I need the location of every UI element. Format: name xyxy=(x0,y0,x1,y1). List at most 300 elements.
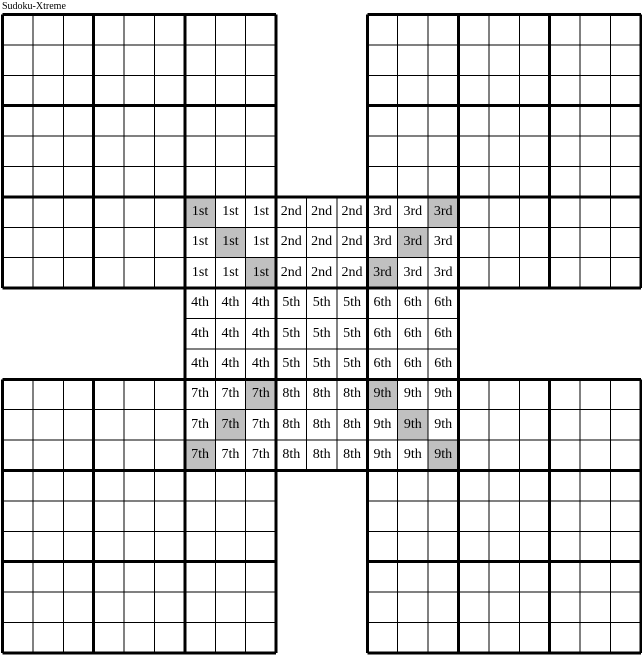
sudoku-cell[interactable]: 8th xyxy=(276,410,306,440)
sudoku-cell[interactable] xyxy=(458,197,488,227)
sudoku-cell[interactable] xyxy=(610,379,640,409)
sudoku-cell[interactable] xyxy=(367,45,397,75)
sudoku-cell[interactable] xyxy=(3,45,33,75)
sudoku-cell[interactable] xyxy=(246,136,276,166)
sudoku-cell[interactable]: 4th xyxy=(215,349,245,379)
sudoku-cell[interactable] xyxy=(367,592,397,622)
sudoku-cell[interactable] xyxy=(610,501,640,531)
sudoku-cell[interactable] xyxy=(94,45,124,75)
sudoku-cell[interactable] xyxy=(185,106,215,136)
sudoku-cell[interactable] xyxy=(428,45,458,75)
sudoku-cell[interactable]: 7th xyxy=(246,379,276,409)
sudoku-cell[interactable]: 2nd xyxy=(306,197,336,227)
sudoku-cell[interactable] xyxy=(610,197,640,227)
sudoku-cell[interactable] xyxy=(3,197,33,227)
sudoku-cell[interactable]: 4th xyxy=(185,318,215,348)
sudoku-cell[interactable]: 3rd xyxy=(367,258,397,288)
sudoku-cell[interactable] xyxy=(154,136,184,166)
sudoku-cell[interactable] xyxy=(610,258,640,288)
sudoku-cell[interactable] xyxy=(246,166,276,196)
sudoku-cell[interactable] xyxy=(580,531,610,561)
sudoku-cell[interactable] xyxy=(215,470,245,500)
sudoku-cell[interactable] xyxy=(398,136,428,166)
sudoku-cell[interactable] xyxy=(63,106,93,136)
sudoku-cell[interactable] xyxy=(367,531,397,561)
sudoku-cell[interactable] xyxy=(185,501,215,531)
sudoku-cell[interactable] xyxy=(94,470,124,500)
sudoku-cell[interactable] xyxy=(33,592,63,622)
sudoku-cell[interactable] xyxy=(154,45,184,75)
sudoku-cell[interactable] xyxy=(63,531,93,561)
sudoku-cell[interactable] xyxy=(185,531,215,561)
sudoku-cell[interactable] xyxy=(215,592,245,622)
sudoku-cell[interactable] xyxy=(124,45,154,75)
sudoku-cell[interactable]: 3rd xyxy=(428,197,458,227)
sudoku-cell[interactable] xyxy=(246,15,276,45)
sudoku-cell[interactable] xyxy=(33,379,63,409)
sudoku-cell[interactable] xyxy=(550,136,580,166)
sudoku-cell[interactable] xyxy=(215,166,245,196)
sudoku-cell[interactable] xyxy=(519,440,549,470)
sudoku-cell[interactable] xyxy=(610,75,640,105)
sudoku-cell[interactable] xyxy=(489,410,519,440)
sudoku-cell[interactable] xyxy=(154,227,184,257)
sudoku-cell[interactable]: 1st xyxy=(185,227,215,257)
sudoku-cell[interactable] xyxy=(33,45,63,75)
sudoku-cell[interactable] xyxy=(610,166,640,196)
sudoku-cell[interactable] xyxy=(3,227,33,257)
sudoku-cell[interactable]: 7th xyxy=(185,410,215,440)
sudoku-cell[interactable] xyxy=(124,501,154,531)
sudoku-cell[interactable] xyxy=(94,410,124,440)
sudoku-cell[interactable] xyxy=(580,440,610,470)
sudoku-cell[interactable] xyxy=(550,166,580,196)
sudoku-cell[interactable] xyxy=(489,227,519,257)
sudoku-cell[interactable]: 5th xyxy=(276,349,306,379)
sudoku-cell[interactable] xyxy=(458,15,488,45)
sudoku-cell[interactable] xyxy=(63,75,93,105)
sudoku-cell[interactable] xyxy=(458,106,488,136)
sudoku-cell[interactable] xyxy=(489,562,519,592)
sudoku-cell[interactable]: 3rd xyxy=(428,258,458,288)
sudoku-cell[interactable] xyxy=(580,258,610,288)
sudoku-cell[interactable]: 7th xyxy=(185,379,215,409)
sudoku-cell[interactable] xyxy=(550,227,580,257)
sudoku-cell[interactable] xyxy=(33,197,63,227)
sudoku-cell[interactable] xyxy=(185,622,215,652)
sudoku-cell[interactable] xyxy=(519,501,549,531)
sudoku-cell[interactable] xyxy=(398,501,428,531)
sudoku-cell[interactable] xyxy=(3,15,33,45)
sudoku-cell[interactable] xyxy=(124,136,154,166)
sudoku-cell[interactable] xyxy=(246,592,276,622)
sudoku-cell[interactable] xyxy=(124,166,154,196)
sudoku-cell[interactable] xyxy=(519,379,549,409)
sudoku-cell[interactable] xyxy=(185,136,215,166)
sudoku-cell[interactable] xyxy=(154,197,184,227)
sudoku-cell[interactable] xyxy=(94,136,124,166)
sudoku-cell[interactable] xyxy=(428,106,458,136)
sudoku-cell[interactable] xyxy=(519,622,549,652)
sudoku-cell[interactable] xyxy=(154,470,184,500)
sudoku-cell[interactable] xyxy=(33,75,63,105)
sudoku-cell[interactable]: 2nd xyxy=(306,258,336,288)
sudoku-cell[interactable] xyxy=(154,258,184,288)
sudoku-cell[interactable] xyxy=(610,410,640,440)
sudoku-cell[interactable] xyxy=(550,45,580,75)
sudoku-cell[interactable] xyxy=(94,227,124,257)
sudoku-cell[interactable]: 6th xyxy=(367,288,397,318)
sudoku-cell[interactable] xyxy=(215,15,245,45)
sudoku-cell[interactable]: 2nd xyxy=(337,227,367,257)
sudoku-cell[interactable] xyxy=(489,15,519,45)
sudoku-cell[interactable]: 5th xyxy=(306,349,336,379)
sudoku-cell[interactable] xyxy=(428,166,458,196)
sudoku-cell[interactable] xyxy=(489,531,519,561)
sudoku-cell[interactable]: 9th xyxy=(398,410,428,440)
sudoku-cell[interactable] xyxy=(246,622,276,652)
sudoku-cell[interactable]: 7th xyxy=(215,379,245,409)
sudoku-cell[interactable] xyxy=(3,592,33,622)
sudoku-cell[interactable] xyxy=(489,622,519,652)
sudoku-cell[interactable] xyxy=(63,136,93,166)
sudoku-cell[interactable]: 9th xyxy=(428,410,458,440)
sudoku-cell[interactable]: 4th xyxy=(185,288,215,318)
sudoku-cell[interactable] xyxy=(3,562,33,592)
sudoku-cell[interactable] xyxy=(519,106,549,136)
sudoku-cell[interactable] xyxy=(215,45,245,75)
sudoku-cell[interactable]: 2nd xyxy=(276,227,306,257)
sudoku-cell[interactable] xyxy=(458,227,488,257)
sudoku-cell[interactable]: 2nd xyxy=(276,258,306,288)
sudoku-cell[interactable] xyxy=(185,166,215,196)
sudoku-cell[interactable] xyxy=(185,592,215,622)
sudoku-cell[interactable]: 3rd xyxy=(398,227,428,257)
sudoku-cell[interactable] xyxy=(367,106,397,136)
sudoku-cell[interactable] xyxy=(398,45,428,75)
sudoku-cell[interactable] xyxy=(398,470,428,500)
sudoku-cell[interactable]: 5th xyxy=(276,288,306,318)
sudoku-cell[interactable] xyxy=(610,136,640,166)
sudoku-cell[interactable] xyxy=(519,227,549,257)
sudoku-cell[interactable] xyxy=(3,258,33,288)
sudoku-cell[interactable] xyxy=(3,379,33,409)
sudoku-cell[interactable]: 9th xyxy=(367,410,397,440)
sudoku-cell[interactable] xyxy=(124,440,154,470)
sudoku-cell[interactable] xyxy=(154,531,184,561)
sudoku-cell[interactable]: 6th xyxy=(428,318,458,348)
sudoku-cell[interactable]: 2nd xyxy=(276,197,306,227)
sudoku-cell[interactable] xyxy=(489,258,519,288)
sudoku-cell[interactable] xyxy=(428,501,458,531)
sudoku-cell[interactable]: 4th xyxy=(185,349,215,379)
sudoku-cell[interactable] xyxy=(458,622,488,652)
sudoku-cell[interactable]: 7th xyxy=(185,440,215,470)
sudoku-cell[interactable] xyxy=(154,562,184,592)
sudoku-cell[interactable] xyxy=(519,470,549,500)
sudoku-cell[interactable] xyxy=(124,410,154,440)
sudoku-cell[interactable] xyxy=(550,440,580,470)
sudoku-cell[interactable]: 4th xyxy=(215,288,245,318)
sudoku-cell[interactable] xyxy=(367,622,397,652)
sudoku-cell[interactable] xyxy=(398,106,428,136)
sudoku-cell[interactable]: 6th xyxy=(428,288,458,318)
sudoku-cell[interactable] xyxy=(3,136,33,166)
sudoku-cell[interactable] xyxy=(94,592,124,622)
sudoku-cell[interactable] xyxy=(94,622,124,652)
sudoku-cell[interactable] xyxy=(94,75,124,105)
sudoku-cell[interactable] xyxy=(154,106,184,136)
sudoku-cell[interactable]: 2nd xyxy=(337,258,367,288)
sudoku-cell[interactable] xyxy=(185,15,215,45)
sudoku-cell[interactable] xyxy=(124,592,154,622)
sudoku-cell[interactable] xyxy=(398,531,428,561)
sudoku-cell[interactable] xyxy=(398,562,428,592)
sudoku-cell[interactable] xyxy=(124,470,154,500)
sudoku-cell[interactable] xyxy=(185,75,215,105)
sudoku-cell[interactable] xyxy=(63,227,93,257)
sudoku-cell[interactable]: 1st xyxy=(246,197,276,227)
sudoku-cell[interactable] xyxy=(550,562,580,592)
sudoku-cell[interactable] xyxy=(33,227,63,257)
sudoku-cell[interactable] xyxy=(63,622,93,652)
sudoku-cell[interactable] xyxy=(580,227,610,257)
sudoku-cell[interactable] xyxy=(33,531,63,561)
sudoku-cell[interactable] xyxy=(94,106,124,136)
sudoku-cell[interactable] xyxy=(33,258,63,288)
sudoku-cell[interactable] xyxy=(458,258,488,288)
sudoku-cell[interactable] xyxy=(154,410,184,440)
sudoku-cell[interactable] xyxy=(63,258,93,288)
sudoku-cell[interactable] xyxy=(580,410,610,440)
sudoku-cell[interactable] xyxy=(398,592,428,622)
sudoku-cell[interactable] xyxy=(489,470,519,500)
sudoku-cell[interactable] xyxy=(519,531,549,561)
sudoku-cell[interactable] xyxy=(185,562,215,592)
sudoku-cell[interactable]: 3rd xyxy=(367,197,397,227)
sudoku-cell[interactable] xyxy=(398,75,428,105)
sudoku-cell[interactable]: 8th xyxy=(306,379,336,409)
sudoku-cell[interactable]: 3rd xyxy=(367,227,397,257)
sudoku-cell[interactable] xyxy=(3,166,33,196)
sudoku-cell[interactable]: 1st xyxy=(246,227,276,257)
sudoku-cell[interactable] xyxy=(63,45,93,75)
sudoku-cell[interactable] xyxy=(580,379,610,409)
sudoku-cell[interactable] xyxy=(550,75,580,105)
sudoku-cell[interactable] xyxy=(215,622,245,652)
sudoku-cell[interactable] xyxy=(580,106,610,136)
sudoku-cell[interactable]: 1st xyxy=(185,197,215,227)
sudoku-cell[interactable] xyxy=(458,440,488,470)
sudoku-cell[interactable] xyxy=(94,562,124,592)
sudoku-cell[interactable] xyxy=(580,15,610,45)
sudoku-cell[interactable]: 6th xyxy=(398,349,428,379)
sudoku-cell[interactable] xyxy=(63,592,93,622)
sudoku-cell[interactable] xyxy=(428,15,458,45)
sudoku-cell[interactable] xyxy=(428,531,458,561)
sudoku-cell[interactable] xyxy=(580,166,610,196)
sudoku-cell[interactable] xyxy=(124,15,154,45)
sudoku-cell[interactable]: 8th xyxy=(337,440,367,470)
sudoku-cell[interactable] xyxy=(610,227,640,257)
sudoku-cell[interactable]: 2nd xyxy=(306,227,336,257)
sudoku-cell[interactable] xyxy=(154,592,184,622)
sudoku-cell[interactable] xyxy=(580,562,610,592)
sudoku-cell[interactable] xyxy=(215,562,245,592)
sudoku-cell[interactable] xyxy=(246,75,276,105)
sudoku-cell[interactable]: 1st xyxy=(246,258,276,288)
sudoku-cell[interactable] xyxy=(610,470,640,500)
sudoku-cell[interactable] xyxy=(154,622,184,652)
sudoku-cell[interactable] xyxy=(428,592,458,622)
sudoku-cell[interactable] xyxy=(33,410,63,440)
sudoku-cell[interactable] xyxy=(519,166,549,196)
sudoku-cell[interactable] xyxy=(398,622,428,652)
sudoku-cell[interactable] xyxy=(367,166,397,196)
sudoku-cell[interactable] xyxy=(367,501,397,531)
sudoku-cell[interactable]: 1st xyxy=(215,227,245,257)
sudoku-cell[interactable] xyxy=(185,45,215,75)
sudoku-cell[interactable] xyxy=(124,379,154,409)
sudoku-cell[interactable]: 9th xyxy=(398,379,428,409)
sudoku-cell[interactable] xyxy=(550,258,580,288)
sudoku-cell[interactable]: 2nd xyxy=(337,197,367,227)
sudoku-cell[interactable] xyxy=(458,136,488,166)
sudoku-cell[interactable] xyxy=(519,136,549,166)
sudoku-cell[interactable] xyxy=(63,166,93,196)
sudoku-cell[interactable] xyxy=(428,622,458,652)
sudoku-cell[interactable] xyxy=(3,410,33,440)
sudoku-cell[interactable] xyxy=(246,562,276,592)
sudoku-cell[interactable]: 9th xyxy=(428,440,458,470)
sudoku-cell[interactable] xyxy=(610,622,640,652)
sudoku-cell[interactable] xyxy=(458,562,488,592)
sudoku-cell[interactable] xyxy=(367,562,397,592)
sudoku-cell[interactable] xyxy=(94,531,124,561)
sudoku-cell[interactable] xyxy=(94,258,124,288)
sudoku-cell[interactable] xyxy=(610,440,640,470)
sudoku-cell[interactable] xyxy=(610,45,640,75)
sudoku-cell[interactable] xyxy=(215,106,245,136)
sudoku-cell[interactable] xyxy=(124,197,154,227)
sudoku-cell[interactable]: 4th xyxy=(215,318,245,348)
sudoku-cell[interactable] xyxy=(580,501,610,531)
sudoku-cell[interactable] xyxy=(3,106,33,136)
sudoku-cell[interactable] xyxy=(550,15,580,45)
sudoku-cell[interactable] xyxy=(154,440,184,470)
sudoku-cell[interactable] xyxy=(519,15,549,45)
sudoku-cell[interactable]: 7th xyxy=(215,410,245,440)
sudoku-cell[interactable]: 5th xyxy=(337,318,367,348)
sudoku-cell[interactable] xyxy=(154,501,184,531)
sudoku-cell[interactable] xyxy=(215,501,245,531)
sudoku-cell[interactable] xyxy=(367,136,397,166)
sudoku-cell[interactable] xyxy=(580,470,610,500)
sudoku-cell[interactable] xyxy=(185,470,215,500)
sudoku-cell[interactable] xyxy=(124,562,154,592)
sudoku-cell[interactable] xyxy=(458,379,488,409)
sudoku-cell[interactable]: 7th xyxy=(246,440,276,470)
sudoku-cell[interactable] xyxy=(550,410,580,440)
sudoku-cell[interactable] xyxy=(428,136,458,166)
sudoku-cell[interactable]: 3rd xyxy=(428,227,458,257)
sudoku-cell[interactable] xyxy=(428,470,458,500)
sudoku-cell[interactable] xyxy=(519,592,549,622)
sudoku-cell[interactable] xyxy=(63,440,93,470)
sudoku-cell[interactable]: 9th xyxy=(398,440,428,470)
sudoku-cell[interactable] xyxy=(550,622,580,652)
sudoku-cell[interactable]: 4th xyxy=(246,349,276,379)
sudoku-cell[interactable] xyxy=(489,136,519,166)
sudoku-cell[interactable]: 9th xyxy=(428,379,458,409)
sudoku-cell[interactable] xyxy=(63,562,93,592)
sudoku-cell[interactable]: 3rd xyxy=(398,197,428,227)
sudoku-cell[interactable] xyxy=(33,136,63,166)
sudoku-cell[interactable] xyxy=(489,75,519,105)
sudoku-cell[interactable] xyxy=(428,75,458,105)
sudoku-cell[interactable] xyxy=(550,106,580,136)
sudoku-cell[interactable] xyxy=(94,166,124,196)
sudoku-cell[interactable] xyxy=(580,197,610,227)
sudoku-cell[interactable]: 8th xyxy=(276,379,306,409)
sudoku-cell[interactable]: 1st xyxy=(215,258,245,288)
sudoku-cell[interactable] xyxy=(94,197,124,227)
sudoku-cell[interactable] xyxy=(124,75,154,105)
sudoku-cell[interactable] xyxy=(610,531,640,561)
sudoku-cell[interactable] xyxy=(124,227,154,257)
sudoku-cell[interactable] xyxy=(3,622,33,652)
sudoku-cell[interactable] xyxy=(458,75,488,105)
sudoku-cell[interactable] xyxy=(550,531,580,561)
sudoku-cell[interactable] xyxy=(33,166,63,196)
sudoku-cell[interactable]: 9th xyxy=(367,379,397,409)
sudoku-cell[interactable] xyxy=(580,45,610,75)
sudoku-cell[interactable] xyxy=(33,440,63,470)
sudoku-cell[interactable] xyxy=(246,470,276,500)
sudoku-cell[interactable]: 8th xyxy=(337,379,367,409)
sudoku-cell[interactable]: 5th xyxy=(306,318,336,348)
sudoku-cell[interactable] xyxy=(489,501,519,531)
sudoku-cell[interactable]: 9th xyxy=(367,440,397,470)
sudoku-cell[interactable] xyxy=(458,45,488,75)
sudoku-cell[interactable] xyxy=(94,440,124,470)
sudoku-cell[interactable] xyxy=(215,75,245,105)
sudoku-cell[interactable]: 8th xyxy=(306,440,336,470)
sudoku-cell[interactable]: 5th xyxy=(306,288,336,318)
sudoku-cell[interactable]: 8th xyxy=(337,410,367,440)
sudoku-cell[interactable] xyxy=(519,75,549,105)
sudoku-cell[interactable]: 6th xyxy=(367,349,397,379)
sudoku-cell[interactable] xyxy=(246,106,276,136)
sudoku-cell[interactable] xyxy=(489,440,519,470)
sudoku-cell[interactable] xyxy=(580,136,610,166)
sudoku-cell[interactable] xyxy=(489,197,519,227)
sudoku-cell[interactable] xyxy=(154,75,184,105)
sudoku-cell[interactable]: 6th xyxy=(398,318,428,348)
sudoku-cell[interactable] xyxy=(3,501,33,531)
sudoku-cell[interactable]: 7th xyxy=(215,440,245,470)
sudoku-cell[interactable] xyxy=(458,166,488,196)
sudoku-cell[interactable] xyxy=(246,531,276,561)
sudoku-cell[interactable]: 5th xyxy=(337,288,367,318)
sudoku-cell[interactable] xyxy=(458,531,488,561)
sudoku-cell[interactable] xyxy=(3,440,33,470)
sudoku-cell[interactable] xyxy=(550,197,580,227)
sudoku-cell[interactable]: 6th xyxy=(398,288,428,318)
sudoku-cell[interactable] xyxy=(33,470,63,500)
sudoku-cell[interactable] xyxy=(519,410,549,440)
sudoku-cell[interactable]: 5th xyxy=(337,349,367,379)
